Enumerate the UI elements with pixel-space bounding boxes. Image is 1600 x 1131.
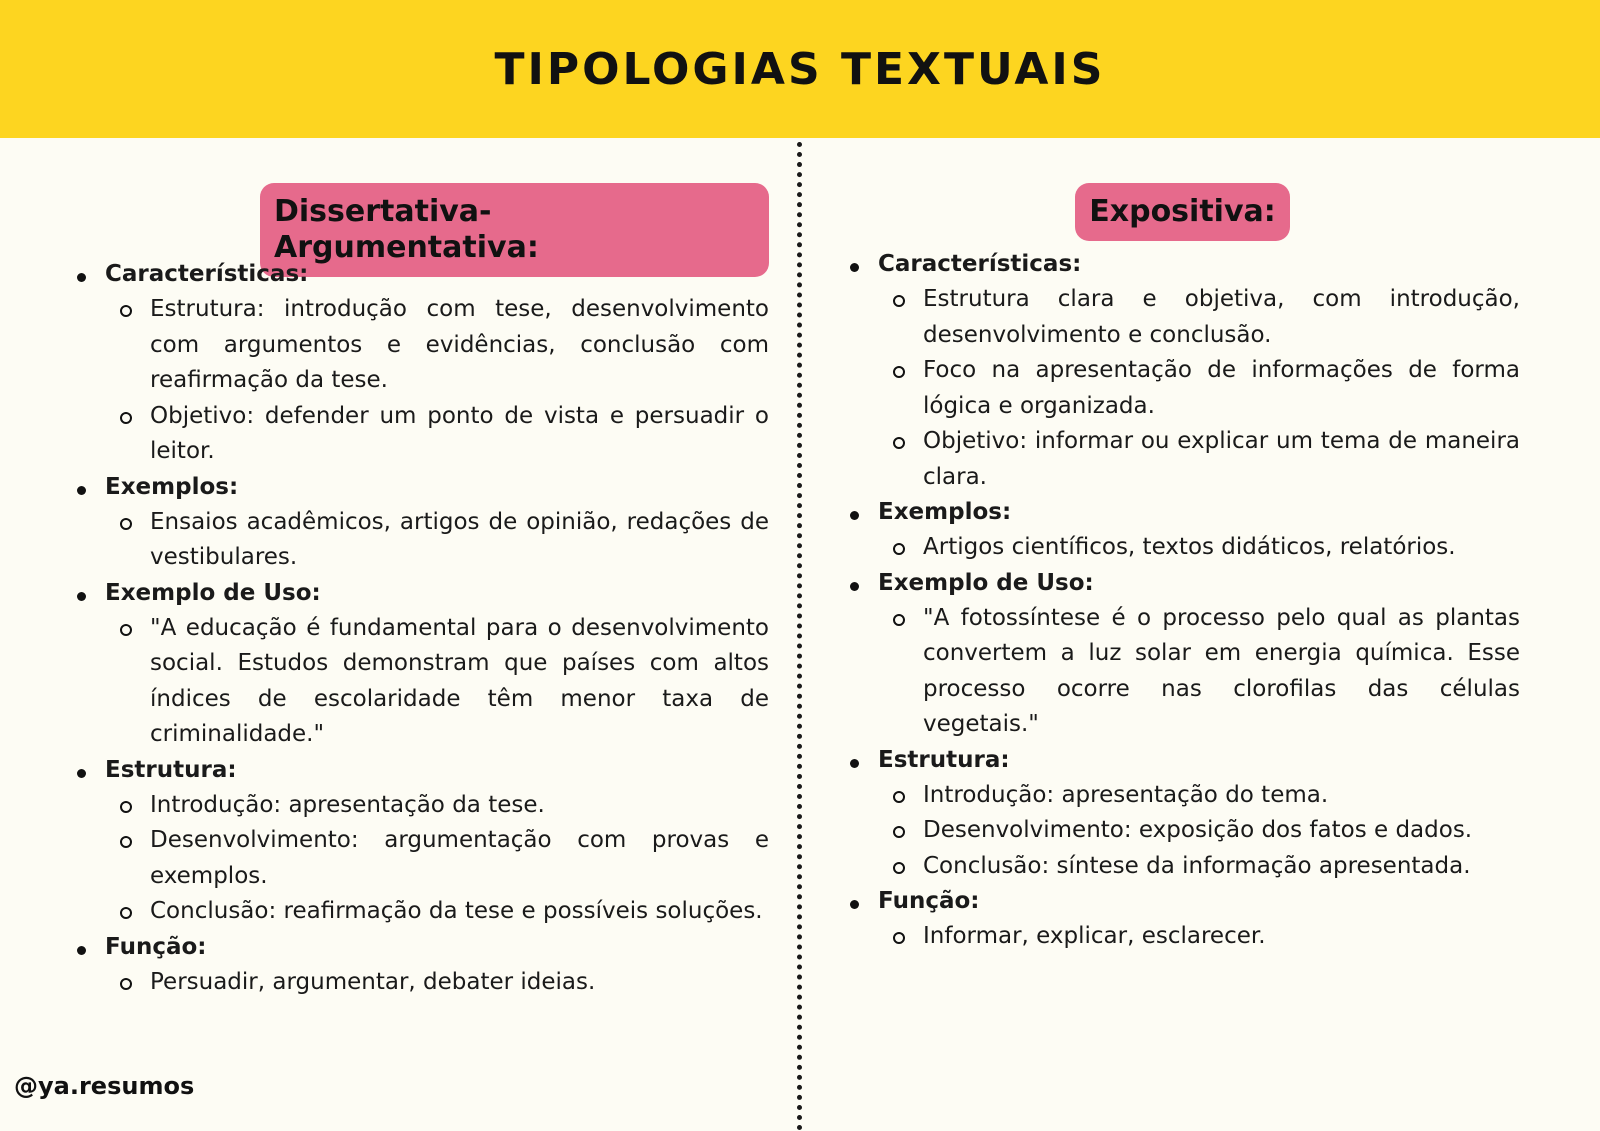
column-divider: [797, 142, 802, 1131]
list-item: Desenvolvimento: exposição dos fatos e dados.: [878, 813, 1520, 849]
right-heading: Expositiva:: [1075, 183, 1290, 241]
list-item: "A fotossíntese é o processo pelo qual as plantas convertem a luz solar em energia química. Esse processo ocorre nas clorofilas das células vegetais.": [878, 601, 1520, 743]
section-items: [878, 530, 1520, 566]
left-column: [72, 183, 769, 1000]
list-item: Objetivo: defender um ponto de vista e persuadir o leitor.: [105, 399, 769, 470]
list-item: Estrutura clara e objetiva, com introdução, desenvolvimento e conclusão.: [878, 282, 1520, 353]
section-items: [878, 919, 1520, 955]
section-items: [878, 778, 1520, 885]
section-items: [105, 505, 769, 576]
list-item: Introdução: apresentação da tese.: [105, 788, 769, 824]
section: [845, 884, 1520, 955]
list-item: Conclusão: síntese da informação apresentada.: [878, 849, 1520, 885]
list-item: Foco na apresentação de informações de forma lógica e organizada.: [878, 353, 1520, 424]
section-title: Características:: [878, 251, 1082, 277]
section-title: Exemplo de Uso:: [105, 579, 321, 606]
list-item: Ensaios acadêmicos, artigos de opinião, redações de vestibulares.: [105, 505, 769, 576]
right-sections: [845, 247, 1520, 955]
section-title: Exemplo de Uso:: [878, 569, 1094, 596]
section-title: Estrutura:: [878, 746, 1010, 773]
left-heading: Dissertativa-Argumentativa:: [260, 183, 769, 277]
section: [72, 470, 769, 576]
section-title: Estrutura:: [105, 756, 237, 783]
list-item: Persuadir, argumentar, debater ideias.: [105, 965, 769, 1001]
section: [845, 495, 1520, 566]
section-items: [105, 292, 769, 470]
list-item: Objetivo: informar ou explicar um tema de maneira clara.: [878, 424, 1520, 495]
title-banner: [0, 0, 1600, 138]
section: [845, 743, 1520, 885]
section: [845, 566, 1520, 743]
section-title: Exemplos:: [878, 499, 1012, 525]
right-column: [845, 183, 1520, 955]
section-items: [105, 611, 769, 753]
section-items: [878, 282, 1520, 495]
section: [72, 753, 769, 930]
author-handle: @ya.resumos: [14, 1072, 195, 1100]
section: [72, 257, 769, 470]
section-title: Características:: [105, 261, 309, 287]
section-title: Função:: [105, 933, 207, 960]
section-title: Exemplos:: [105, 473, 239, 500]
section: [72, 576, 769, 753]
list-item: Desenvolvimento: argumentação com provas e exemplos.: [105, 823, 769, 894]
list-item: Informar, explicar, esclarecer.: [878, 919, 1520, 955]
section-title: Função:: [878, 888, 980, 914]
page-title: TIPOLOGIAS TEXTUAIS: [494, 43, 1106, 95]
section-items: [105, 788, 769, 930]
list-item: "A educação é fundamental para o desenvolvimento social. Estudos demonstram que países com altos índices de escolaridade têm menor taxa de criminalidade.": [105, 611, 769, 753]
list-item: Artigos científicos, textos didáticos, relatórios.: [878, 530, 1520, 566]
list-item: Conclusão: reafirmação da tese e possíveis soluções.: [105, 894, 769, 930]
section: [72, 930, 769, 1001]
list-item: Estrutura: introdução com tese, desenvolvimento com argumentos e evidências, conclusão com reafirmação da tese.: [105, 292, 769, 399]
section-items: [878, 601, 1520, 743]
section: [845, 247, 1520, 495]
left-sections: [72, 257, 769, 1000]
section-items: [105, 965, 769, 1001]
list-item: Introdução: apresentação do tema.: [878, 778, 1520, 814]
